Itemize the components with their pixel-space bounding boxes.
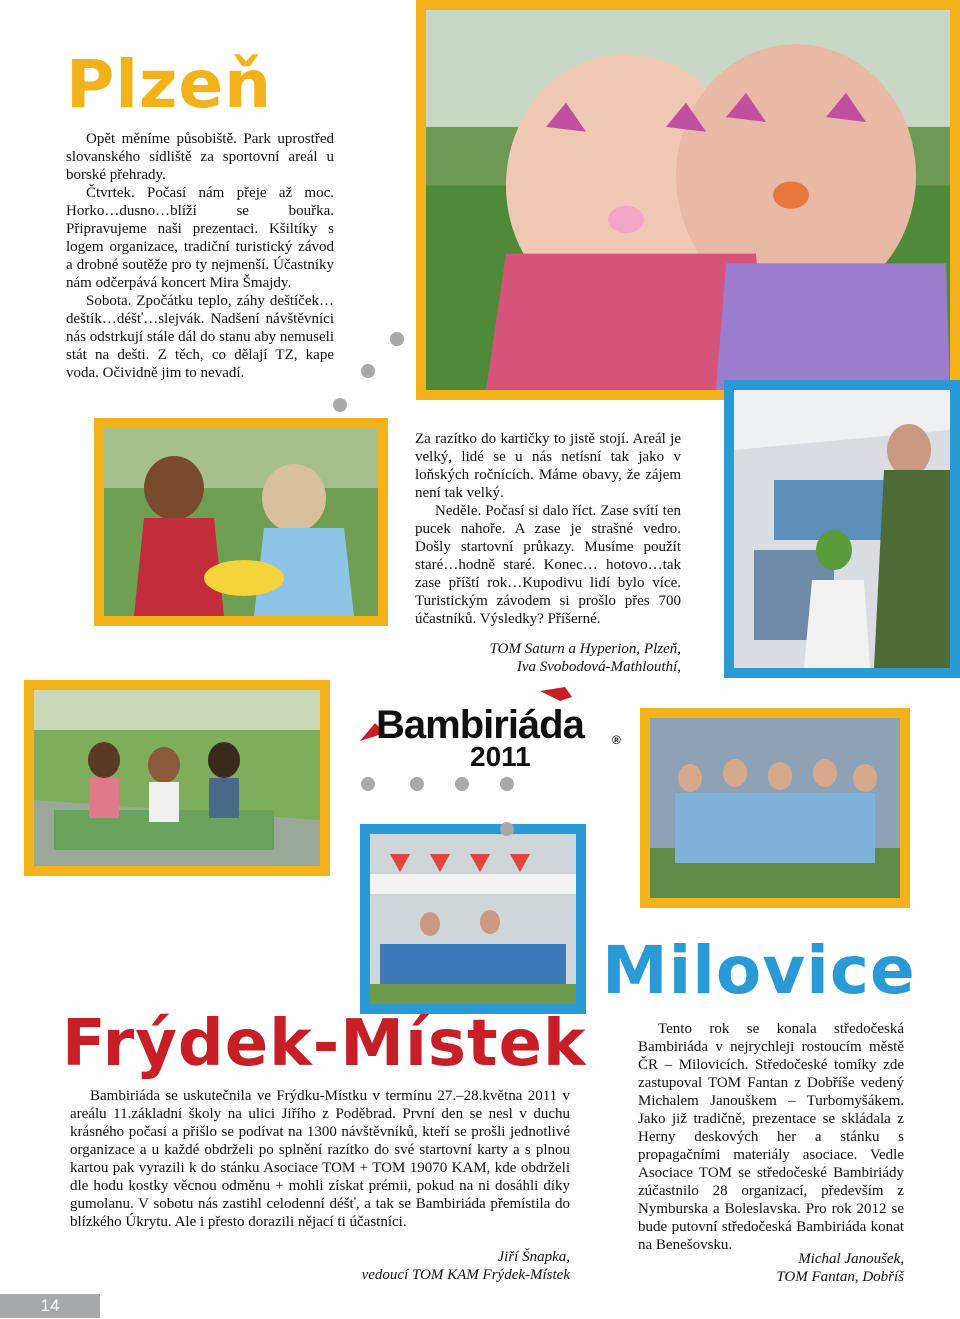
photo-games-table <box>24 680 330 876</box>
decorative-dot <box>455 777 469 791</box>
decorative-dot <box>500 777 514 791</box>
signature-line: vedoucí TOM KAM Frýdek-Místek <box>361 1267 570 1283</box>
paragraph: Bambiriáda se uskutečnila ve Frýdku-Místku v termínu 27.–28.května 2011 v areálu 11.základní školy na ulici Jiřího z Poděbrad. První den se nesl v duchu krásného počasí a přišlo se podívat na 1300 návštěvníků, kteří se prošli jednotlivé organizace a u každé obdrželi po splnění razítko do své startovní karty a s plnou kartou pak vyrazili k do stánku Asociace TOM + TOM 19070 KAM, kde obdrželi dle hodu kostky věcnou odměnu + mohli získat prémii, pokud na ni dosáhli díky gumolanu. V sobotu nás zastihl celodenní déšť, a tak se Bambiriáda přemístila do blízkého Úkrytu. Ale i přesto dorazili nějací ti účastníci. <box>70 1088 570 1230</box>
logo-registered-mark: ® <box>612 733 621 747</box>
photo-kids-with-map <box>94 418 388 626</box>
decorative-dot <box>361 777 375 791</box>
plzen-article-part2 <box>415 430 681 628</box>
plzen-article-part1 <box>66 130 334 382</box>
logo-year: 2011 <box>470 741 531 772</box>
section-title-frydek-mistek: Frýdek-Místek <box>62 1007 587 1081</box>
milovice-article <box>638 1020 904 1254</box>
photo-games-table-image <box>34 690 320 866</box>
logo-name: Bambiriáda <box>376 703 584 747</box>
milovice-signature <box>638 1250 904 1286</box>
paragraph: Za razítko do kartičky to jistě stojí. Areál je velký, lidé se u nás netísní tak jako v loňských ročnících. Máme obavy, že zájem není tak velký. <box>415 431 681 501</box>
photo-team-group-image <box>650 718 900 898</box>
frydek-article <box>70 1087 570 1231</box>
paragraph: Čtvrtek. Počasí nám přeje až moc. Horko…dusno…blíží se bouřka. Připravujeme naši prezentaci. Kšiltíky s logem organizace, tradiční turistický závod a drobné soutěže pro ty nejmenší. Účastníky nám odčerpává koncert Mira Šmajdy. <box>66 185 334 291</box>
photo-kids-with-map-image <box>104 428 378 616</box>
paragraph: Tento rok se konala středočeská Bambiriáda v nejrychleji rostoucím městě ČR – Milovicích. Středočeské tomíky zde zastupoval TOM Fantan z Dobříše vedený Michalem Janouškem – Turbomyšákem. Jako již tradičně, prezentace se skládala z Herny deskových her a stánku s propagačními materiály asociace. Vedle Asociace TOM se středočeské Bambiriády zúčastnilo 28 organizací, především z Nymburska a Boleslavska. Pro rok 2012 se bude putovní středočeská Bambiriáda konat na Benešovsku. <box>638 1021 904 1253</box>
section-title-plzen: Plzeň <box>66 46 273 123</box>
plzen-signature <box>415 640 681 676</box>
photo-face-painted-girls-image <box>426 10 950 390</box>
photo-tent-board <box>724 380 960 678</box>
photo-tom-stall-image <box>370 834 576 1004</box>
paragraph: Opět měníme působiště. Park uprostřed slovanského sídliště za sportovní areál u borské přehrady. <box>66 131 334 183</box>
photo-tom-stall <box>360 824 586 1014</box>
photo-tent-board-image <box>734 390 950 668</box>
photo-face-painted-girls <box>416 0 960 400</box>
paragraph: Neděle. Počasí si dalo říct. Zase svítí ten pucek nahoře. A zase je strašné vedro. Došly startovní průkazy. Musíme použít staré…hodně staré. Konec… hotovo…tak zase příští rok…Kupodivu lidí bylo více. Turistickým závodem si prošlo přes 700 účastníků. Výsledky? Příšerné. <box>415 503 681 627</box>
decorative-dot <box>390 332 404 346</box>
bambiriada-logo <box>350 683 635 773</box>
photo-team-group <box>640 708 910 908</box>
paragraph: Sobota. Zpočátku teplo, záhy deštíček…deštík…déšť…slejvák. Nadšení návštěvníci nás odstrkují stále dál do stanu aby nemuseli stát na dešti. Z těch, co dělají TZ, kape voda. Očividně jim to nevadí. <box>66 293 334 381</box>
signature-line: TOM Fantan, Dobříš <box>776 1269 904 1285</box>
frydek-signature <box>320 1248 570 1284</box>
section-title-milovice: Milovice <box>602 932 916 1009</box>
signature-line: Jiří Šnapka, <box>497 1249 570 1265</box>
decorative-dot <box>361 364 375 378</box>
decorative-dot <box>410 777 424 791</box>
decorative-dot <box>500 822 514 836</box>
decorative-dot <box>333 398 347 412</box>
signature-line: Michal Janoušek, <box>798 1251 904 1267</box>
signature-line: Iva Svobodová-Mathlouthí, <box>516 659 681 675</box>
page-number: 14 <box>0 1294 100 1318</box>
signature-line: TOM Saturn a Hyperion, Plzeň, <box>489 641 681 657</box>
